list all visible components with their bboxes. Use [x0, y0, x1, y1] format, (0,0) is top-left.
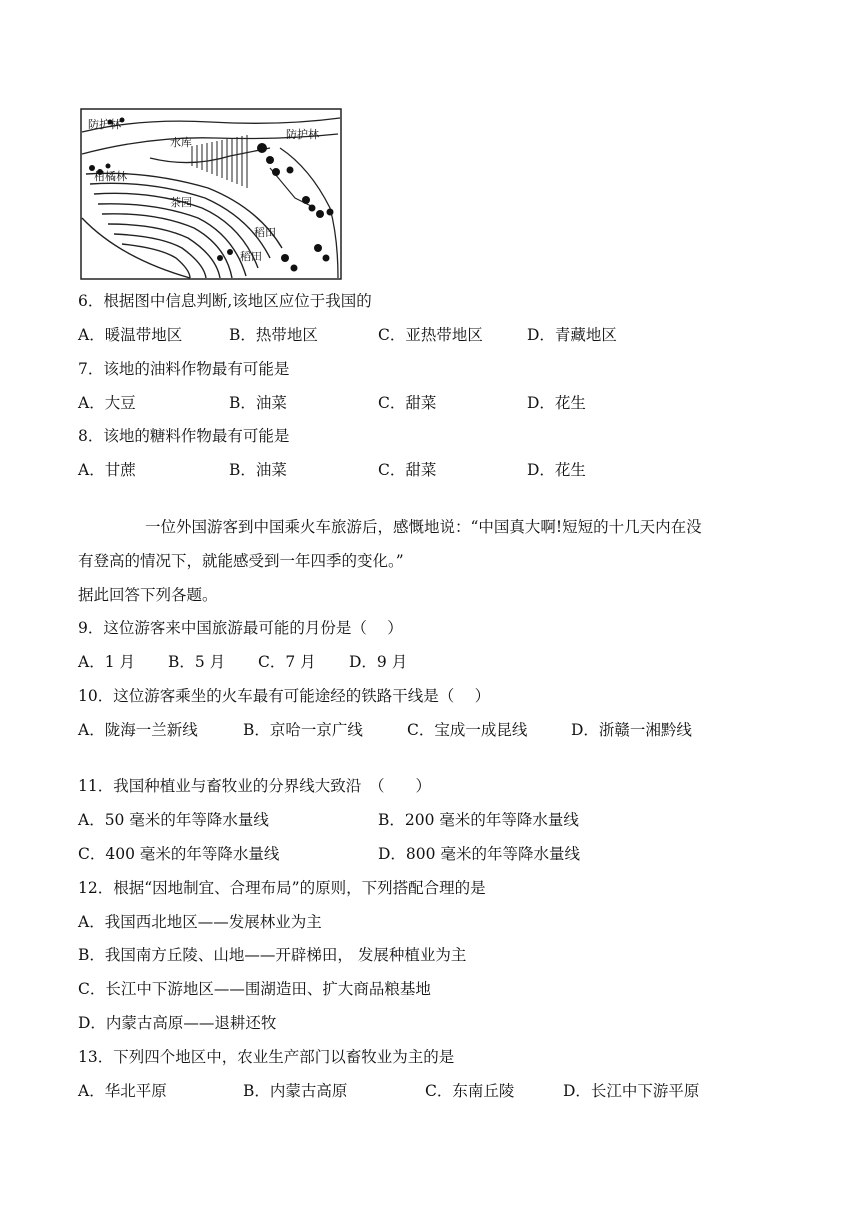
shelter-forest-label-right: 防护林 [286, 128, 319, 141]
question-12-option-b[interactable]: B．我国南方丘陵、山地——开辟梯田， 发展种植业为主 [78, 946, 467, 964]
question-9-stem: 9．这位游客来中国旅游最可能的月份是（ ） [78, 619, 403, 637]
question-11-option-a[interactable]: A．50 毫米的年等降水量线 [78, 811, 269, 829]
passage-line-2: 有登高的情况下，就能感受到一年四季的变化。” [78, 552, 404, 570]
question-9-option-d[interactable]: D．9 月 [349, 653, 408, 671]
citrus-grove-label: 柑橘林 [94, 170, 127, 183]
question-12-option-a[interactable]: A．我国西北地区——发展林业为主 [78, 913, 322, 931]
passage-line-3: 据此回答下列各题。 [78, 586, 218, 604]
question-6-option-d[interactable]: D．青藏地区 [527, 326, 617, 344]
paddy-field-label-1: 稻田 [254, 226, 276, 239]
question-13-option-b[interactable]: B．内蒙古高原 [243, 1082, 348, 1100]
question-11-option-b[interactable]: B．200 毫米的年等降水量线 [378, 811, 579, 829]
question-6-stem: 6．根据图中信息判断,该地区应位于我国的 [78, 292, 372, 310]
question-7-option-c[interactable]: C．甜菜 [378, 394, 437, 412]
question-6-option-b[interactable]: B．热带地区 [229, 326, 318, 344]
question-11-option-d[interactable]: D．800 毫米的年等降水量线 [378, 845, 580, 863]
question-12-stem: 12．根据“因地制宜、合理布局”的原则，下列搭配合理的是 [78, 879, 486, 897]
shelter-forest-label-left: 防护林 [88, 118, 121, 131]
question-11-stem: 11．我国种植业与畜牧业的分界线大致沿 （ ） [78, 777, 431, 795]
tea-garden-label: 茶园 [170, 196, 192, 209]
terraced-hillside-figure [80, 108, 342, 280]
question-8-option-a[interactable]: A．甘蔗 [78, 461, 136, 479]
question-8-option-b[interactable]: B．油菜 [229, 461, 287, 479]
question-10-option-d[interactable]: D．浙赣一湘黔线 [571, 721, 692, 739]
question-10-option-b[interactable]: B．京哈一京广线 [243, 721, 363, 739]
land-use-diagram [80, 108, 342, 280]
question-9-option-a[interactable]: A．1 月 [78, 653, 135, 671]
question-7-option-a[interactable]: A．大豆 [78, 394, 136, 412]
question-12-option-c[interactable]: C．长江中下游地区——围湖造田、扩大商品粮基地 [78, 980, 431, 998]
question-7-option-b[interactable]: B．油菜 [229, 394, 287, 412]
question-10-option-a[interactable]: A．陇海一兰新线 [78, 721, 198, 739]
question-6-option-c[interactable]: C．亚热带地区 [378, 326, 483, 344]
question-13-option-a[interactable]: A．华北平原 [78, 1082, 167, 1100]
question-11-option-c[interactable]: C．400 毫米的年等降水量线 [78, 845, 280, 863]
question-10-option-c[interactable]: C．宝成一成昆线 [407, 721, 528, 739]
question-9-option-c[interactable]: C．7 月 [258, 653, 316, 671]
question-8-stem: 8．该地的糖料作物最有可能是 [78, 427, 290, 445]
question-9-option-b[interactable]: B．5 月 [168, 653, 226, 671]
question-8-option-d[interactable]: D．花生 [527, 461, 586, 479]
paddy-field-label-2: 稻田 [240, 250, 262, 263]
question-7-stem: 7．该地的油料作物最有可能是 [78, 360, 290, 378]
reservoir-label: 水库 [170, 136, 192, 149]
question-8-option-c[interactable]: C．甜菜 [378, 461, 437, 479]
question-10-stem: 10．这位游客乘坐的火车最有可能途经的铁路干线是（ ） [78, 687, 491, 705]
question-13-stem: 13．下列四个地区中，农业生产部门以畜牧业为主的是 [78, 1048, 455, 1066]
question-7-option-d[interactable]: D．花生 [527, 394, 586, 412]
question-12-option-d[interactable]: D．内蒙古高原——退耕还牧 [78, 1014, 277, 1032]
question-13-option-c[interactable]: C．东南丘陵 [425, 1082, 515, 1100]
passage-line-1: 一位外国游客到中国乘火车旅游后，感慨地说：“中国真大啊!短短的十几天内在没 [145, 518, 702, 536]
question-13-option-d[interactable]: D．长江中下游平原 [563, 1082, 700, 1100]
question-6-option-a[interactable]: A．暖温带地区 [78, 326, 183, 344]
